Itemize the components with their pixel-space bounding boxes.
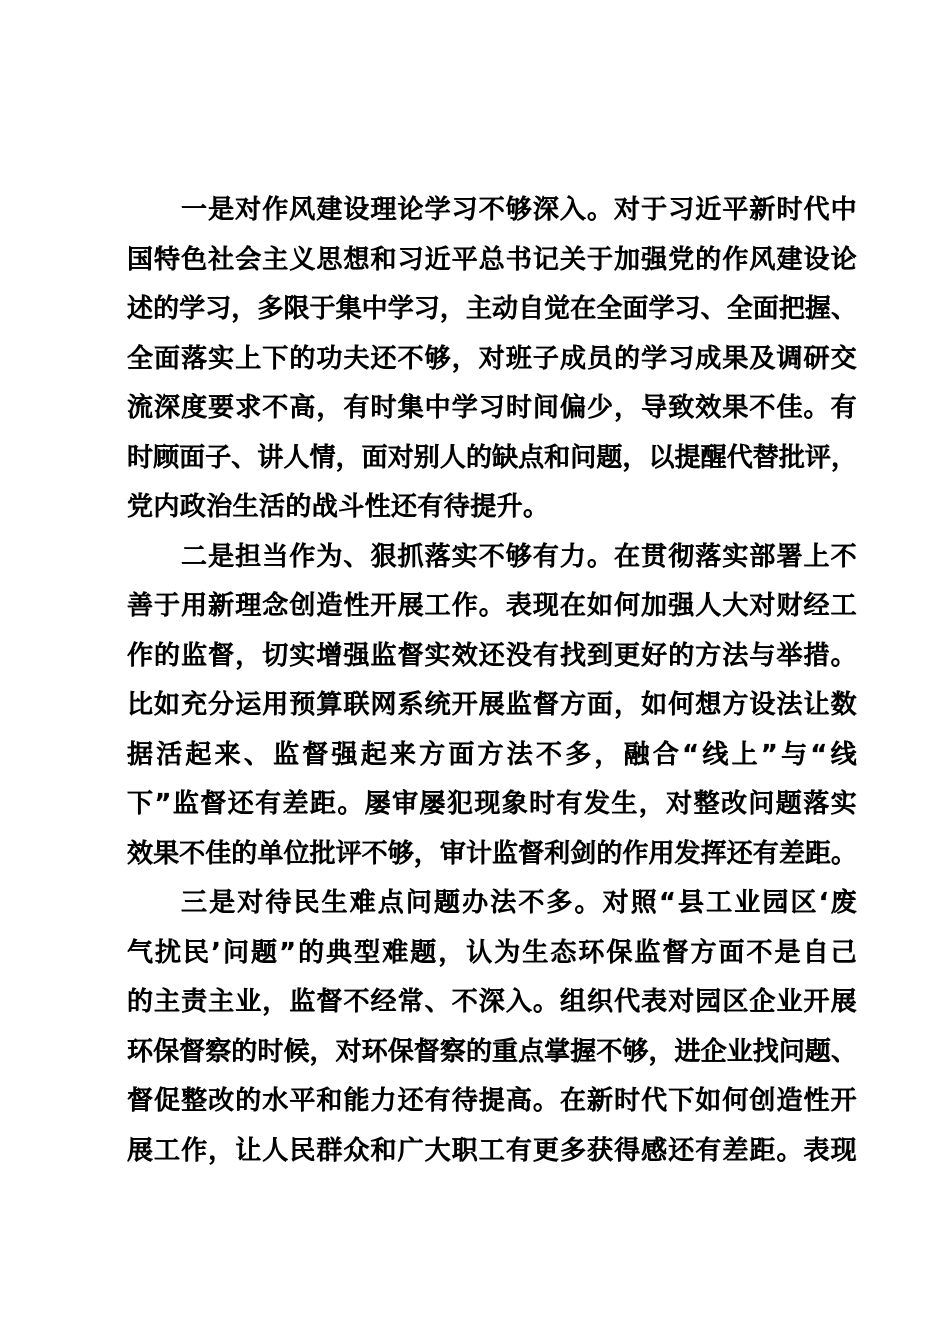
text-line: 三是对待民生难点问题办法不多。对照“县工业园区‘废 [181,888,857,918]
text-line: 一是对作风建设理论学习不够深入。对于习近平新时代中 [181,195,857,225]
paragraph-responsibility [127,533,857,880]
paragraph-livelihood [127,879,857,1176]
text-line: 作的监督，切实增强监督实效还没有找到更好的方法与举措。 [127,640,857,671]
text-line: 的主责主业，监督不经常、不深入。组织代表对园区企业开展 [127,987,857,1017]
text-line: 国特色社会主义思想和习近平总书记关于加强党的作风建设论 [127,244,857,275]
text-line: 流深度要求不高，有时集中学习时间偏少，导致效果不佳。有 [127,393,857,423]
text-line: 二是担当作为、狠抓落实不够有力。在贯彻落实部署上不 [181,541,857,572]
text-line: 比如充分运用预算联网系统开展监督方面，如何想方设法让数 [127,690,857,720]
text-line: 据活起来、监督强起来方面方法不多，融合“线上”与“线 [127,739,857,770]
text-line: 环保督察的时候，对环保督察的重点掌握不够，进企业找问题、 [127,1036,857,1067]
text-line: 善于用新理念创造性开展工作。表现在如何加强人大对财经工 [127,591,857,621]
document-body [127,186,857,1176]
paragraph-study [127,186,857,533]
text-line: 督促整改的水平和能力还有待提高。在新时代下如何创造性开 [127,1086,857,1116]
text-line: 党内政治生活的战斗性还有待提升。 [127,492,550,522]
text-line: 时顾面子、讲人情，面对别人的缺点和问题，以提醒代替批评， [127,442,857,473]
text-line: 述的学习，多限于集中学习，主动自觉在全面学习、全面把握、 [127,294,857,324]
text-line: 全面落实上下的功夫还不够，对班子成员的学习成果及调研交 [127,343,857,374]
text-line: 下”监督还有差距。屡审屡犯现象时有发生，对整改问题落实 [127,789,857,819]
text-line: 气扰民’问题”的典型难题，认为生态环保监督方面不是自己 [127,937,857,968]
text-line: 效果不佳的单位批评不够，审计监督利剑的作用发挥还有差距。 [127,838,857,869]
text-line: 展工作，让人民群众和广大职工有更多获得感还有差距。表现 [127,1135,857,1166]
